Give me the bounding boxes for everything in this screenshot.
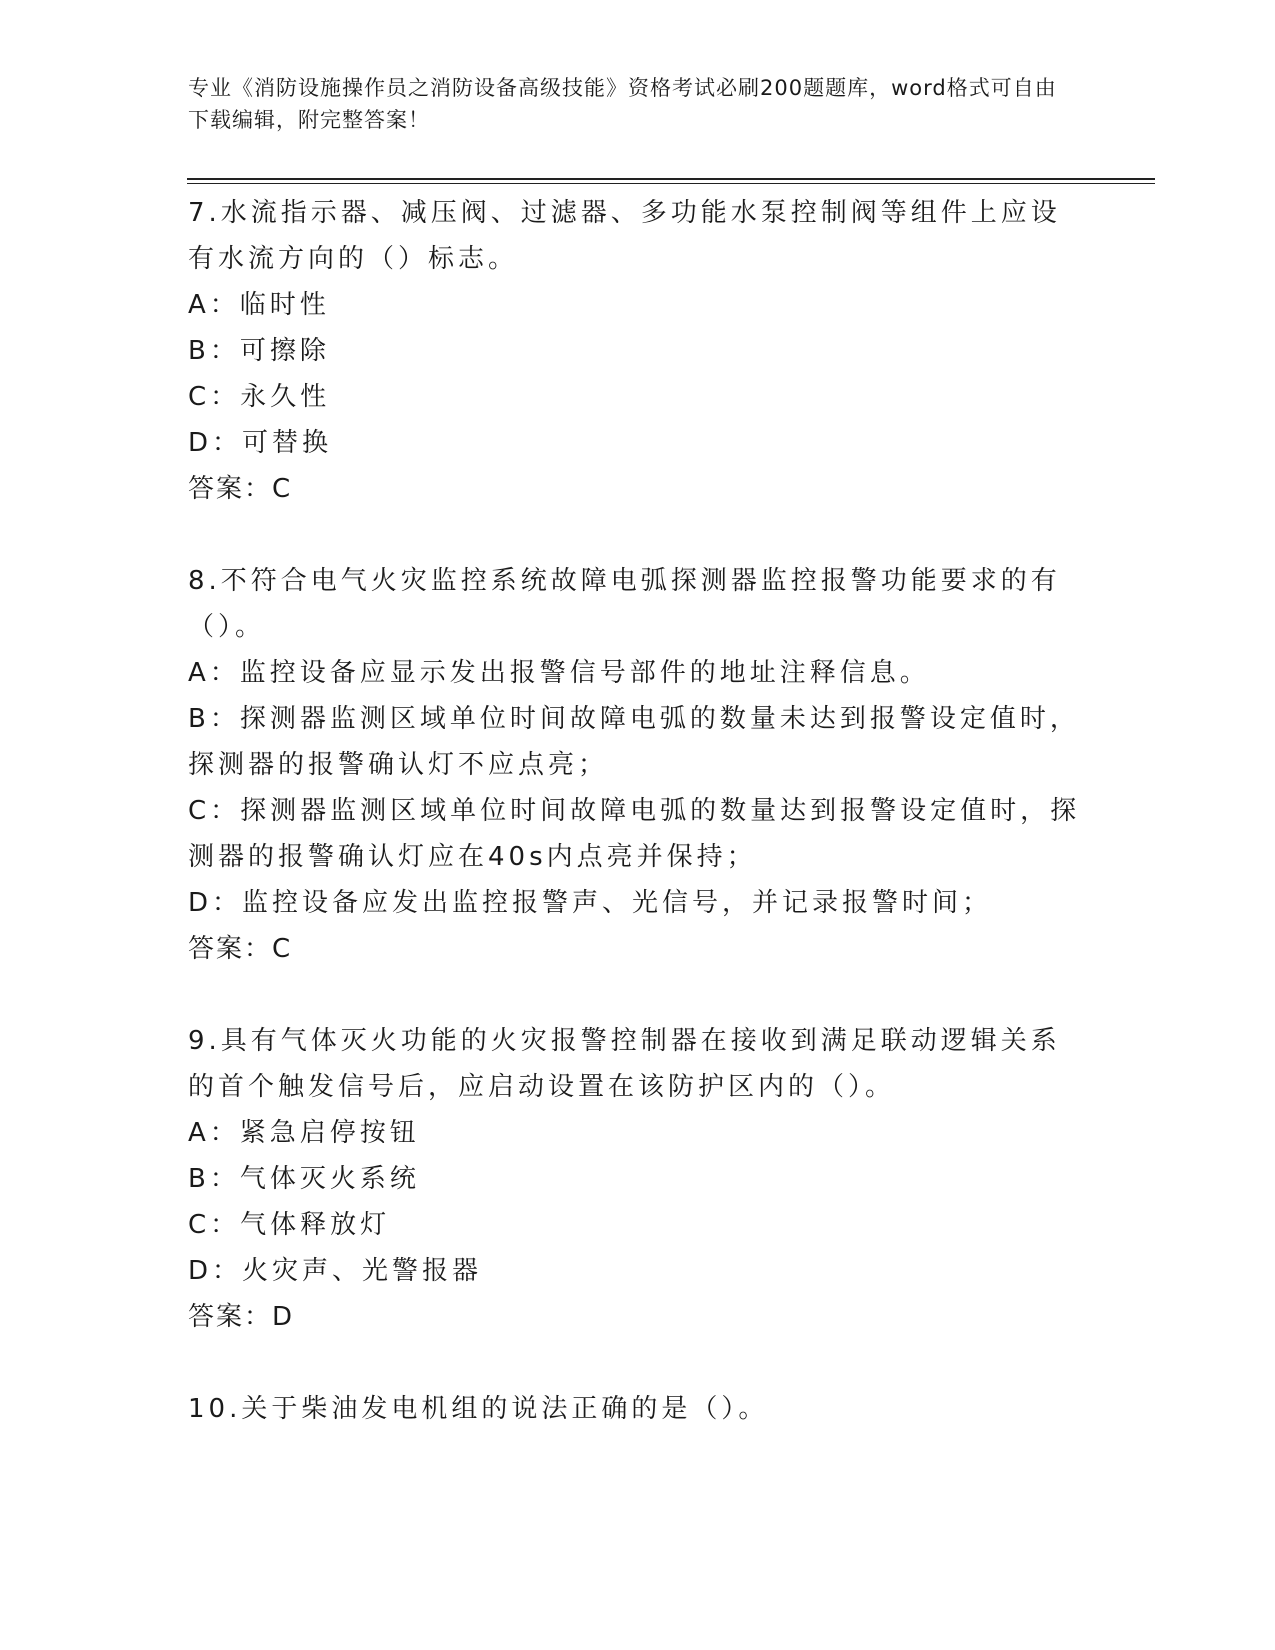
option-d: D：监控设备应发出监控报警声、光信号，并记录报警时间； — [188, 888, 993, 918]
option-d: D：火灾声、光警报器 — [188, 1256, 483, 1286]
spacer — [188, 512, 1088, 558]
answer: 答案：C — [188, 934, 293, 964]
answer: 答案：D — [188, 1302, 295, 1332]
question-10 — [188, 1386, 1088, 1432]
option-b: B：探测器监测区域单位时间故障电弧的数量未达到报警设定值时，探测器的报警确认灯不应点亮； — [188, 704, 1080, 780]
option-a: A：临时性 — [188, 290, 330, 320]
option-d: D：可替换 — [188, 428, 333, 458]
spacer — [188, 1340, 1088, 1386]
option-b: B：气体灭火系统 — [188, 1164, 420, 1194]
spacer — [188, 972, 1088, 1018]
question-list — [188, 190, 1088, 1432]
option-a: A：紧急启停按钮 — [188, 1118, 420, 1148]
question-stem: 9.具有气体灭火功能的火灾报警控制器在接收到满足联动逻辑关系的首个触发信号后，应启动设置在该防护区内的（）。 — [188, 1026, 1061, 1102]
question-stem: 7.水流指示器、减压阀、过滤器、多功能水泵控制阀等组件上应设有水流方向的（）标志。 — [188, 198, 1061, 274]
question-7 — [188, 190, 1088, 512]
question-9 — [188, 1018, 1088, 1340]
question-stem: 8.不符合电气火灾监控系统故障电弧探测器监控报警功能要求的有（）。 — [188, 566, 1061, 642]
question-stem: 10.关于柴油发电机组的说法正确的是（）。 — [188, 1394, 769, 1424]
option-c: C：永久性 — [188, 382, 331, 412]
header-rule-thick — [187, 178, 1155, 180]
option-c: C：探测器监测区域单位时间故障电弧的数量达到报警设定值时，探测器的报警确认灯应在40s内点亮并保持； — [188, 796, 1081, 872]
answer: 答案：C — [188, 474, 293, 504]
header-rule-thin — [187, 183, 1155, 184]
option-c: C：气体释放灯 — [188, 1210, 391, 1240]
option-b: B：可擦除 — [188, 336, 330, 366]
option-a: A：监控设备应显示发出报警信号部件的地址注释信息。 — [188, 658, 930, 688]
question-8 — [188, 558, 1088, 972]
document-header: 专业《消防设施操作员之消防设备高级技能》资格考试必刷200题题库，word格式可自由下载编辑，附完整答案！ — [188, 76, 1057, 132]
